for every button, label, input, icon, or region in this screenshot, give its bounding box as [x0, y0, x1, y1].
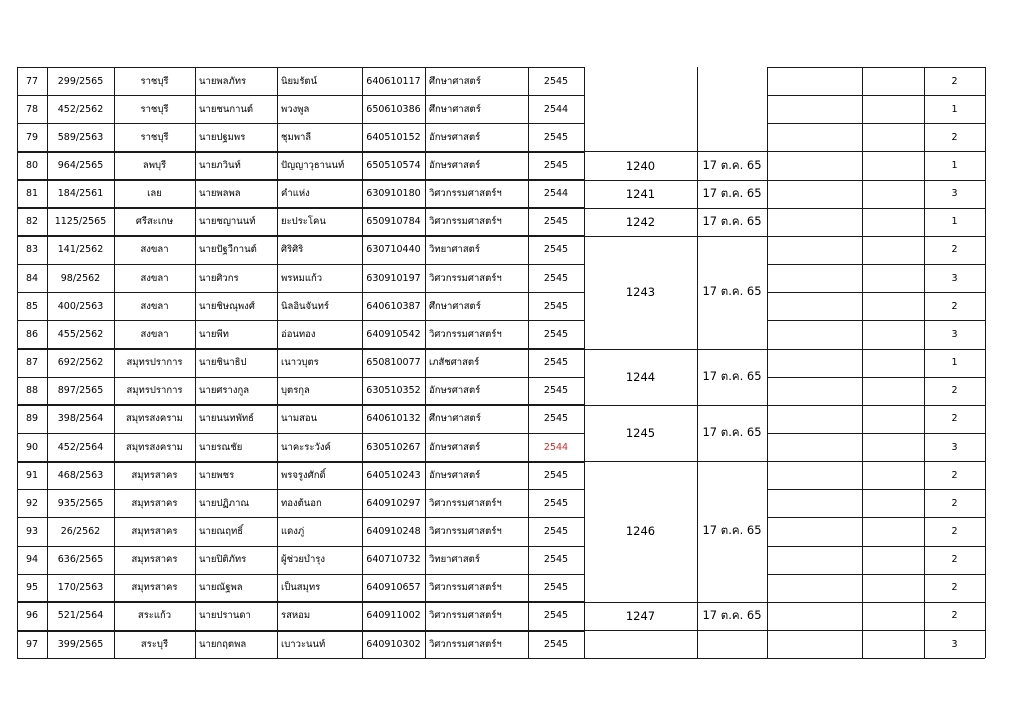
table-rule [17, 67, 18, 658]
cell-province: สมุทรปราการ [126, 385, 183, 397]
table-rule [17, 517, 584, 518]
cell-book-date: 17 ต.ค. 65 [702, 368, 762, 383]
cell-count: 2 [951, 497, 958, 509]
table-rule [17, 377, 584, 378]
cell-first: นายชญานนท์ [199, 216, 256, 228]
cell-province: สมุทรสาคร [131, 554, 178, 566]
table-rule [767, 630, 985, 631]
cell-no: 88 [25, 385, 39, 397]
cell-count: 1 [951, 103, 958, 115]
cell-province: ศรีสะเกษ [135, 216, 174, 228]
cell-book-number: 1242 [625, 214, 656, 229]
cell-province: สมุทรสาคร [131, 497, 178, 509]
cell-faculty: วิทยาศาสตร์ [429, 554, 480, 566]
cell-student-id: 650610386 [366, 103, 421, 115]
cell-faculty: อักษรศาสตร์ [429, 469, 481, 481]
table-rule [767, 95, 985, 96]
cell-province: ราชบุรี [140, 103, 169, 115]
cell-book-number: 1246 [625, 524, 656, 539]
cell-doc: 26/2562 [60, 525, 101, 537]
cell-book-date: 17 ต.ค. 65 [702, 523, 762, 538]
cell-doc: 964/2565 [57, 160, 104, 171]
cell-last: นาคะระวังค์ [281, 441, 331, 453]
table-rule [862, 67, 863, 658]
table-rule [767, 405, 985, 406]
cell-province: สมุทรปราการ [126, 357, 183, 369]
cell-first: นายพลพล [199, 188, 241, 200]
table-rule [17, 574, 584, 575]
cell-book-date: 17 ต.ค. 65 [702, 284, 762, 299]
cell-count: 1 [951, 216, 958, 228]
cell-first: นายศิวกร [199, 272, 239, 284]
cell-book-date: 17 ต.ค. 65 [702, 424, 762, 439]
cell-province: สมุทรสาคร [131, 469, 178, 481]
cell-student-id: 640510152 [366, 131, 421, 143]
cell-book-date: 17 ต.ค. 65 [702, 607, 762, 622]
cell-no: 92 [25, 497, 39, 509]
table-rule [767, 208, 985, 209]
cell-year: 2544 [543, 103, 569, 115]
cell-year: 2545 [543, 131, 569, 143]
table-rule [767, 658, 985, 659]
cell-faculty: อักษรศาสตร์ [429, 131, 481, 143]
table-rule [767, 67, 985, 68]
cell-year: 2545 [543, 610, 569, 622]
cell-year: 2545 [543, 328, 569, 340]
cell-province: สระแก้ว [137, 610, 172, 622]
cell-last: ผู้ช่วยบำรุง [281, 554, 326, 566]
cell-count: 3 [951, 328, 958, 340]
table-rule [767, 123, 985, 124]
cell-count: 2 [951, 75, 958, 87]
cell-last: อ่อนทอง [281, 328, 316, 340]
cell-count: 3 [951, 272, 958, 284]
cell-doc: 1125/2565 [54, 216, 107, 228]
cell-last: บุตรกุล [281, 385, 310, 397]
cell-first: นายพีท [199, 328, 229, 340]
cell-no: 86 [25, 328, 39, 340]
cell-province: สมุทรสงคราม [126, 413, 183, 425]
table-rule [114, 67, 115, 658]
cell-student-id: 640910297 [366, 497, 421, 509]
cell-faculty: อักษรศาสตร์ [429, 441, 481, 453]
cell-year: 2545 [543, 244, 569, 256]
cell-no: 95 [25, 582, 39, 594]
cell-first: นายปฐมพร [199, 131, 246, 143]
table-rule [697, 67, 698, 658]
cell-book-date: 17 ต.ค. 65 [702, 157, 762, 172]
cell-doc: 98/2562 [60, 272, 101, 284]
cell-no: 87 [25, 357, 39, 369]
table-rule [924, 67, 925, 658]
cell-faculty: อักษรศาสตร์ [429, 385, 481, 397]
cell-first: นายพลภัทร [199, 75, 247, 87]
cell-first: นายปฏิภาณ [199, 497, 250, 509]
cell-doc: 452/2564 [57, 441, 104, 453]
cell-student-id: 640910302 [366, 638, 421, 650]
cell-no: 78 [25, 103, 39, 115]
table-rule [767, 461, 985, 462]
cell-faculty: วิศวกรรมศาสตร์ฯ [429, 216, 502, 228]
cell-first: นายชนกานต์ [199, 103, 254, 115]
cell-student-id: 640911002 [366, 610, 421, 622]
cell-last: ปัญญาวุธานนท์ [281, 160, 345, 171]
cell-no: 81 [25, 188, 39, 200]
cell-doc: 141/2562 [57, 244, 104, 256]
cell-province: สงขลา [140, 300, 169, 312]
cell-year: 2544 [543, 441, 569, 453]
cell-last: เนาวบุตร [281, 357, 319, 369]
cell-count: 2 [951, 385, 958, 397]
cell-student-id: 640710732 [366, 554, 421, 566]
cell-province: ราชบุรี [140, 131, 169, 143]
cell-faculty: วิศวกรรมศาสตร์ฯ [429, 638, 502, 650]
cell-no: 77 [25, 75, 39, 87]
cell-book-number: 1241 [625, 186, 656, 201]
table-rule [17, 123, 584, 124]
cell-no: 93 [25, 525, 39, 537]
table-rule [985, 67, 986, 658]
table-rule [17, 601, 584, 603]
cell-doc: 589/2563 [57, 131, 104, 143]
cell-last: นามสอน [281, 413, 318, 425]
cell-book-date [697, 630, 767, 658]
cell-count: 3 [951, 188, 958, 200]
cell-year: 2545 [543, 525, 569, 537]
cell-last: เป็นสมุทร [281, 582, 321, 594]
cell-count: 3 [951, 441, 958, 453]
cell-faculty: เภสัชศาสตร์ [429, 357, 480, 369]
cell-doc: 184/2561 [57, 188, 104, 200]
cell-no: 91 [25, 469, 39, 481]
cell-count: 2 [951, 582, 958, 594]
cell-province: สมุทรสาคร [131, 525, 178, 537]
cell-faculty: วิศวกรรมศาสตร์ฯ [429, 188, 502, 200]
cell-faculty: ศึกษาศาสตร์ [429, 413, 481, 425]
table-rule [47, 67, 48, 658]
cell-year: 2545 [543, 160, 569, 171]
table-rule [767, 602, 985, 603]
cell-year: 2545 [543, 75, 569, 87]
cell-first: นายณฤทธิ์ [199, 525, 244, 537]
cell-book-number [584, 67, 697, 151]
cell-count: 2 [951, 610, 958, 622]
cell-doc: 452/2562 [57, 103, 104, 115]
table-rule [767, 180, 985, 181]
cell-first: นายปัฐวีกานต์ [199, 244, 257, 256]
table-rule [277, 67, 278, 658]
cell-province: สระบุรี [140, 638, 169, 650]
table-rule [17, 235, 584, 237]
cell-first: นายชินาธิป [199, 357, 247, 369]
cell-last: เบาวะนนท์ [281, 638, 326, 650]
cell-doc: 299/2565 [57, 75, 104, 87]
cell-no: 96 [25, 610, 39, 622]
cell-no: 90 [25, 441, 39, 453]
cell-book-number: 1243 [625, 285, 656, 300]
table-rule [362, 67, 363, 658]
cell-faculty: ศึกษาศาสตร์ [429, 300, 481, 312]
cell-province: สมุทรสาคร [131, 582, 178, 594]
table-rule [17, 433, 584, 434]
cell-first: นายกฤตพล [199, 638, 247, 650]
cell-student-id: 630710440 [366, 244, 421, 256]
cell-student-id: 650910784 [366, 216, 421, 228]
table-rule [767, 236, 985, 237]
cell-book-date: 17 ต.ค. 65 [702, 185, 762, 200]
cell-count: 2 [951, 131, 958, 143]
cell-doc: 897/2565 [57, 385, 104, 397]
cell-last: ศิริศิริ [281, 244, 304, 256]
table-rule [528, 67, 529, 658]
cell-no: 83 [25, 244, 39, 256]
cell-count: 2 [951, 525, 958, 537]
cell-doc: 170/2563 [57, 582, 104, 594]
cell-faculty: วิศวกรรมศาสตร์ฯ [429, 582, 502, 594]
cell-year: 2545 [543, 638, 569, 650]
cell-faculty: ศึกษาศาสตร์ [429, 75, 481, 87]
cell-no: 84 [25, 272, 39, 284]
cell-doc: 468/2563 [57, 469, 104, 481]
table-rule [17, 264, 584, 265]
cell-province: สงขลา [140, 272, 169, 284]
table-rule [767, 489, 985, 490]
cell-first: นายภวินท์ [199, 160, 241, 171]
table-rule [17, 207, 584, 209]
cell-faculty: วิศวกรรมศาสตร์ฯ [429, 610, 502, 622]
cell-book-date: 17 ต.ค. 65 [702, 213, 762, 228]
cell-faculty: วิทยาศาสตร์ [429, 244, 480, 256]
cell-doc: 398/2564 [57, 413, 104, 425]
table-rule [17, 179, 584, 181]
table-rule [767, 292, 985, 293]
table-rule [17, 67, 584, 68]
table-rule [767, 517, 985, 518]
cell-province: ราชบุรี [140, 75, 169, 87]
cell-year: 2545 [543, 385, 569, 397]
table-rule [17, 630, 584, 632]
cell-first: นายณัฐพล [199, 582, 243, 594]
cell-year: 2545 [543, 497, 569, 509]
cell-last: ยะประโคน [281, 216, 326, 228]
cell-first: นายนนทพัทธ์ [199, 413, 254, 425]
table-rule [767, 574, 985, 575]
table-rule [17, 658, 584, 659]
cell-faculty: วิศวกรรมศาสตร์ฯ [429, 525, 502, 537]
cell-count: 1 [951, 357, 958, 369]
table-rule [17, 292, 584, 293]
cell-no: 80 [25, 160, 39, 171]
cell-book-number: 1240 [625, 158, 656, 173]
table-rule [584, 67, 585, 658]
cell-doc: 692/2562 [57, 357, 104, 369]
cell-last: นิลอินจันทร์ [281, 300, 329, 312]
table-rule [17, 546, 584, 547]
cell-province: สมุทรสงคราม [126, 441, 183, 453]
table-rule [195, 67, 196, 658]
table-rule [767, 320, 985, 321]
table-rule [17, 489, 584, 490]
cell-first: นายปิติภัทร [199, 554, 247, 566]
cell-faculty: วิศวกรรมศาสตร์ฯ [429, 328, 502, 340]
table-rule [767, 349, 985, 350]
cell-student-id: 630510352 [366, 385, 421, 397]
table-rule [767, 151, 985, 152]
table-rule [767, 433, 985, 434]
cell-count: 2 [951, 244, 958, 256]
cell-faculty: วิศวกรรมศาสตร์ฯ [429, 272, 502, 284]
cell-last: ทองต้นอก [281, 497, 322, 509]
cell-year: 2545 [543, 216, 569, 228]
cell-student-id: 640610132 [366, 413, 421, 425]
cell-no: 89 [25, 413, 39, 425]
cell-province: สงขลา [140, 328, 169, 340]
cell-student-id: 630910197 [366, 272, 421, 284]
cell-book-number [584, 630, 697, 658]
table-rule [584, 658, 767, 659]
cell-count: 3 [951, 638, 958, 650]
cell-year: 2545 [543, 272, 569, 284]
cell-faculty: ศึกษาศาสตร์ [429, 103, 481, 115]
cell-student-id: 650510574 [366, 160, 421, 171]
cell-first: นายรณชัย [199, 441, 243, 453]
table-rule [17, 348, 584, 350]
cell-year: 2544 [543, 188, 569, 200]
cell-doc: 399/2565 [57, 638, 104, 650]
cell-book-date [697, 67, 767, 151]
cell-student-id: 650810077 [366, 357, 421, 369]
cell-book-number: 1245 [625, 425, 656, 440]
cell-doc: 521/2564 [57, 610, 104, 622]
cell-student-id: 640610117 [366, 75, 421, 87]
cell-year: 2545 [543, 357, 569, 369]
cell-year: 2545 [543, 469, 569, 481]
cell-year: 2545 [543, 554, 569, 566]
cell-faculty: อักษรศาสตร์ [429, 160, 481, 171]
cell-last: พวงพูล [281, 103, 310, 115]
table-rule [17, 320, 584, 321]
cell-count: 2 [951, 413, 958, 425]
cell-count: 2 [951, 469, 958, 481]
cell-student-id: 640910542 [366, 328, 421, 340]
table-rule [767, 264, 985, 265]
table-rule [425, 67, 426, 658]
cell-year: 2545 [543, 413, 569, 425]
cell-no: 79 [25, 131, 39, 143]
cell-count: 2 [951, 554, 958, 566]
cell-last: แดงภู่ [281, 525, 305, 537]
table-rule [17, 151, 584, 153]
cell-last: พรหมแก้ว [281, 272, 323, 284]
cell-province: เลย [147, 188, 162, 200]
cell-doc: 636/2565 [57, 554, 104, 566]
table-rule [767, 67, 768, 658]
cell-student-id: 630910180 [366, 188, 421, 200]
cell-faculty: วิศวกรรมศาสตร์ฯ [429, 497, 502, 509]
cell-student-id: 640510243 [366, 469, 421, 481]
cell-no: 97 [25, 638, 39, 650]
cell-doc: 400/2563 [57, 300, 104, 312]
cell-first: นายพชร [199, 469, 235, 481]
cell-no: 85 [25, 300, 39, 312]
table-rule [767, 546, 985, 547]
cell-province: สงขลา [140, 244, 169, 256]
cell-no: 94 [25, 554, 39, 566]
table-rule [767, 377, 985, 378]
cell-last: คำแห่ง [281, 188, 310, 200]
cell-count: 1 [951, 160, 958, 171]
cell-year: 2545 [543, 300, 569, 312]
cell-count: 2 [951, 300, 958, 312]
table-rule [17, 404, 584, 406]
table-rule [17, 95, 584, 96]
table-rule [17, 461, 584, 463]
cell-year: 2545 [543, 582, 569, 594]
cell-last: ชุมพาลี [281, 131, 312, 143]
cell-first: นายชิษณุพงศ์ [199, 300, 255, 312]
cell-no: 82 [25, 216, 39, 228]
cell-first: นายปรานดา [199, 610, 251, 622]
cell-first: นายศรางกูล [199, 385, 250, 397]
cell-doc: 935/2565 [57, 497, 104, 509]
cell-last: นิยมรัตน์ [281, 75, 318, 87]
cell-province: ลพบุรี [142, 160, 167, 171]
cell-last: รสหอม [281, 610, 311, 622]
cell-student-id: 630510267 [366, 441, 421, 453]
cell-book-number: 1247 [625, 608, 656, 623]
cell-student-id: 640910657 [366, 582, 421, 594]
cell-doc: 455/2562 [57, 328, 104, 340]
cell-book-number: 1244 [625, 369, 656, 384]
cell-student-id: 640610387 [366, 300, 421, 312]
cell-student-id: 640910248 [366, 525, 421, 537]
cell-last: พรจรูงศักดิ์ [281, 469, 326, 481]
